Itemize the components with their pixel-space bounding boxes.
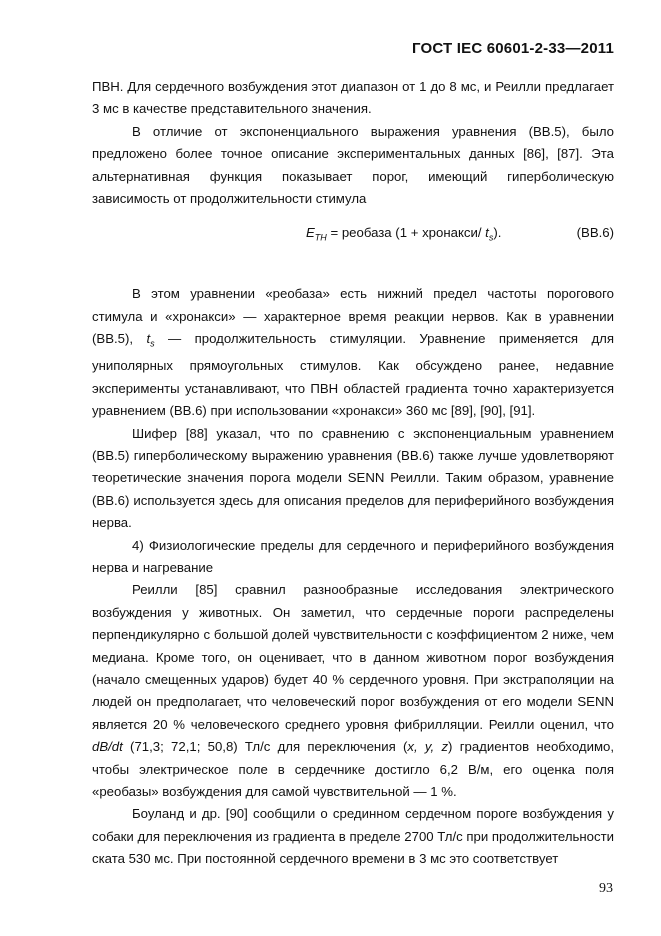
paragraph: В этом уравнении «реобаза» есть нижний предел частоты порогового стимула и «хронакси» — характерное время реакции нервов. Как в уравнении (ВВ.5), $t_s$ — продолжительность стимуляции. Уравнение применяется для униполярных прямоугольных стимулов. Как обсуждено ранее, недавние эксперименты устанавливают, что ПВН областей градиента точно характеризуется уравнением (ВВ.6) при использовании «хронакси» 360 мс [89], [90], [91]. [92,286,614,419]
paragraph: В отличие от экспоненциального выражения уравнения (ВВ.5), было предложено более точное описание экспериментальных данных [86], [87]. Эта альтернативная функция показывает порог, имеющий гиперболическую зависимость от продолжительности стимула [92,123,614,207]
equation-body: $E_{TH}$ = реобаза (1 + хронакси/ $t_s$). [306,225,502,244]
section-heading: 4) Физиологические пределы для сердечного и периферийного возбуждения нерва и нагревание [92,537,614,575]
paragraph: Боуланд и др. [90] сообщили о срединном сердечном пороге возбуждения у собаки для переключения из градиента в пределе 2700 Тл/с при продолжительности ската 530 мс. При постоянной сердечного времени в 3 мс это соответствует [92,806,614,867]
paragraph: ПВН. Для сердечного возбуждения этот диапазон от 1 до 8 мс, и Реилли предлагает 3 мс в качестве представительного значения. [92,79,614,117]
page-number: 93 [599,881,613,896]
paragraph: Шифер [88] указал, что по сравнению с экспоненциальным уравнением (ВВ.5) гиперболическому выражению уравнения (ВВ.6) также лучше удовлетворяют теоретические значения порога модели SENN Реилли. Таким образом, уравнение (ВВ.6) используется здесь для описания пределов для периферийного возбуждения нерва. [92,425,614,531]
equation-bb6 [92,222,614,249]
page-body [92,76,614,871]
paragraph: Реилли [85] сравнил разнообразные исследования электрического возбуждения у животных. Он заметил, что сердечные пороги распределены перпендикулярно с большой долей чувствительности с коэффициентом 2 ниже, чем медиана. Кроме того, он оценивает, что в данном животном порог возбуждения (начало смещенных ударов) будет 40 % сердечного уровня. При экстраполяции на людей он предполагает, что человеческий порог возбуждения от его модели SENN является 20 % человеческого среднего уровня фибрилляции. Реилли оценил, что dB/dt (71,3; 72,1; 50,8) Тл/с для переключения (x, y, z) градиентов необходимо, чтобы электрическое поле в сердечнике достигло 6,2 В/м, его оценка поля «реобазы» возбуждения для самой чувствительной — 1 %. [92,582,615,800]
equation-label: (ВВ.6) [576,225,614,241]
document-header: ГОСТ IEC 60601-2-33—2011 [411,40,614,57]
